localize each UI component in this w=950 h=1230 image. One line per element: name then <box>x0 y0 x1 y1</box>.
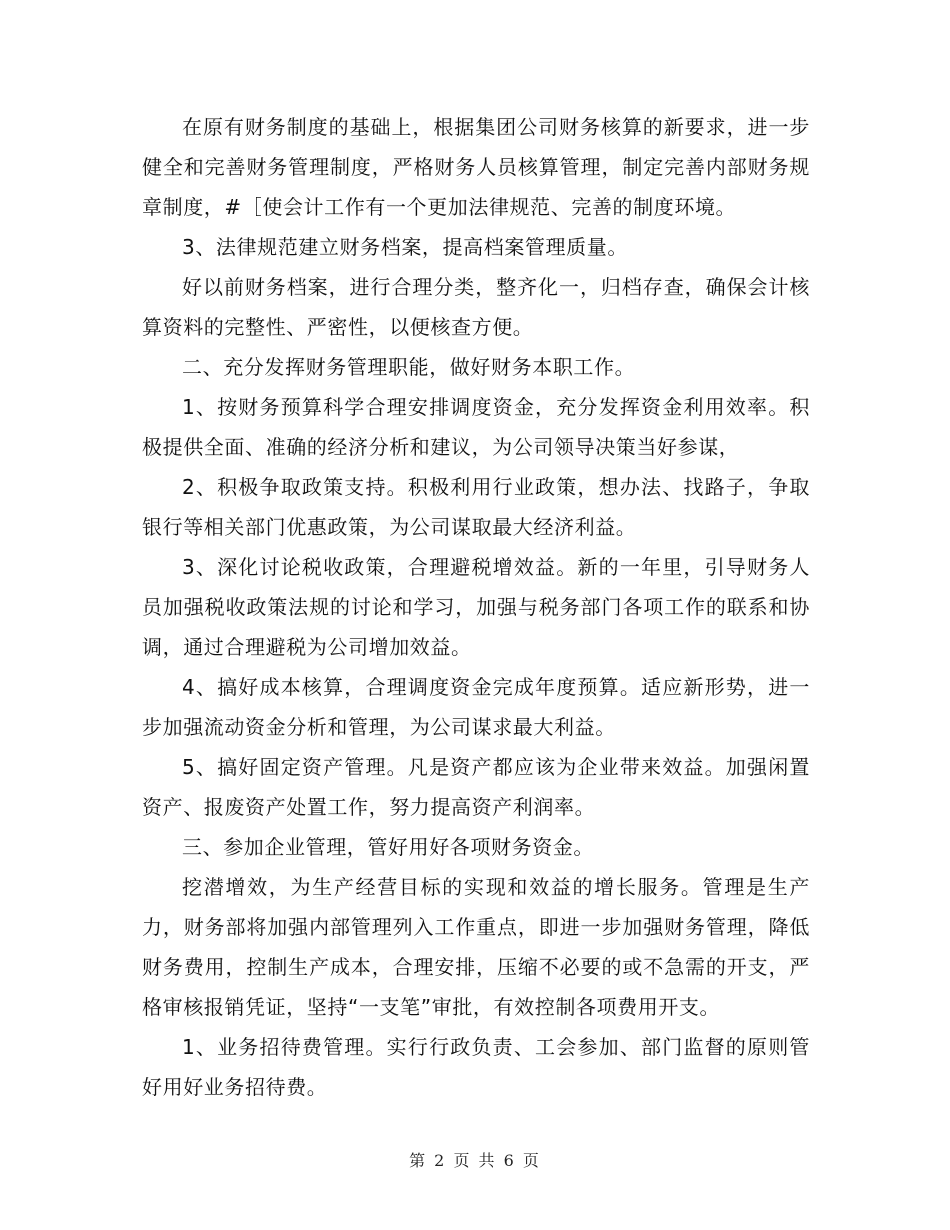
paragraph: 1、按财务预算科学合理安排调度资金，充分发挥资金利用效率。积极提供全面、准确的经济分析和建议，为公司领导决策当好参谋， <box>142 395 810 459</box>
paragraph: 好以前财务档案，进行合理分类，整齐化一，归档存查，确保会计核算资料的完整性、严密性，以便核查方便。 <box>142 275 810 339</box>
paragraph: 在原有财务制度的基础上，根据集团公司财务核算的新要求，进一步健全和完善财务管理制度，严格财务人员核算管理，制定完善内部财务规章制度，#［使会计工作有一个更加法律规范、完善的制度环境。 <box>142 115 810 219</box>
paragraph: 5、搞好固定资产管理。凡是资产都应该为企业带来效益。加强闲置资产、报废资产处置工作，努力提高资产利润率。 <box>142 755 810 819</box>
paragraph: 4、搞好成本核算，合理调度资金完成年度预算。适应新形势，进一步加强流动资金分析和管理，为公司谋求最大利益。 <box>142 675 810 739</box>
paragraph: 1、业务招待费管理。实行行政负责、工会参加、部门监督的原则管好用好业务招待费。 <box>142 1035 810 1099</box>
paragraph: 3、法律规范建立财务档案，提高档案管理质量。 <box>182 235 628 259</box>
document-body <box>142 107 810 1107</box>
paragraph: 二、充分发挥财务管理职能，做好财务本职工作。 <box>182 355 636 379</box>
paragraph: 三、参加企业管理，管好用好各项财务资金。 <box>182 835 594 859</box>
page-number-footer: 第 2 页 共 6 页 <box>409 1151 541 1170</box>
paragraph: 2、积极争取政策支持。积极利用行业政策，想办法、找路子，争取银行等相关部门优惠政策，为公司谋取最大经济利益。 <box>142 475 810 539</box>
paragraph: 3、深化讨论税收政策，合理避税增效益。新的一年里，引导财务人员加强税收政策法规的讨论和学习，加强与税务部门各项工作的联系和协调，通过合理避税为公司增加效益。 <box>142 555 810 659</box>
paragraph: 挖潜增效，为生产经营目标的实现和效益的增长服务。管理是生产力，财务部将加强内部管理列入工作重点，即进一步加强财务管理，降低财务费用，控制生产成本，合理安排，压缩不必要的或不急需的开支，严格审核报销凭证，坚持“一支笔”审批，有效控制各项费用开支。 <box>142 875 810 1019</box>
